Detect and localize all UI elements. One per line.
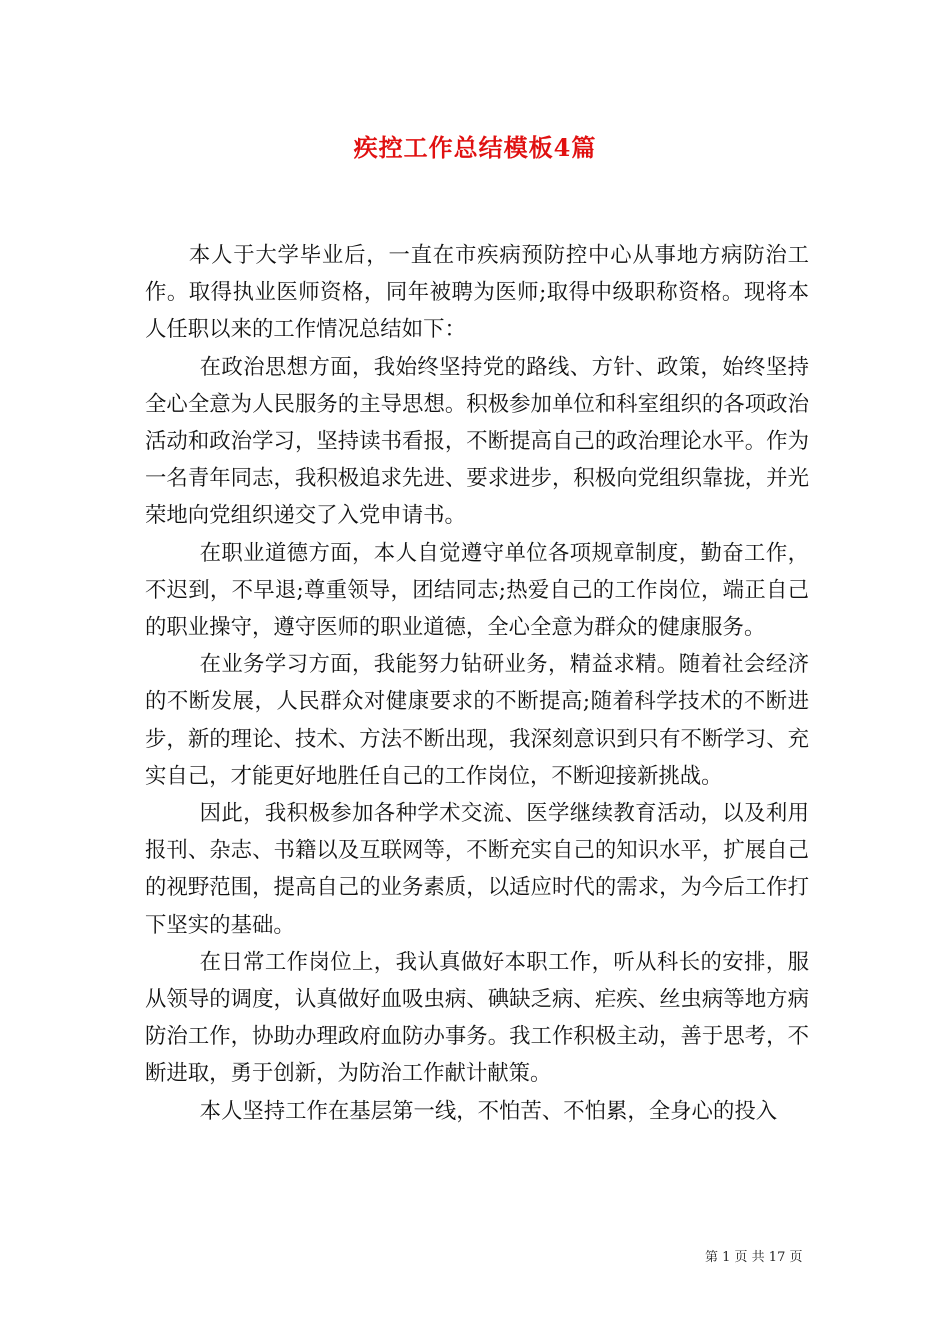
paragraph-ethics: 在职业道德方面，本人自觉遵守单位各项规章制度，勤奋工作，不迟到，不早退;尊重领导，团结同志;热爱自己的工作岗位，端正自己的职业操守，遵守医师的职业道德，全心全意为群众的健康服务。 [145,540,809,641]
document-body [145,237,809,1130]
paragraph-study: 在业务学习方面，我能努力钻研业务，精益求精。随着社会经济的不断发展，人民群众对健康要求的不断提高;随着科学技术的不断进步，新的理论、技术、方法不断出现，我深刻意识到只有不断学习、充实自己，才能更好地胜任自己的工作岗位，不断迎接新挑战。 [145,652,809,789]
page-number: 第 1 页 共 17 页 [705,1250,803,1265]
document-title: 疾控工作总结模板4篇 [353,133,597,162]
paragraph-intro: 本人于大学毕业后，一直在市疾病预防控中心从事地方病防治工作。取得执业医师资格，同年被聘为医师;取得中级职称资格。现将本人任职以来的工作情况总结如下： [145,243,809,343]
paragraph-daily-work: 在日常工作岗位上，我认真做好本职工作，听从科长的安排，服从领导的调度，认真做好血吸虫病、碘缺乏病、疟疾、丝虫病等地方病防治工作，协助办理政府血防办事务。我工作积极主动，善于思考，不断进取，勇于创新，为防治工作献计献策。 [145,949,809,1087]
paragraph-frontline: 本人坚持工作在基层第一线，不怕苦、不怕累，全身心的投入 [199,1098,778,1124]
paragraph-political: 在政治思想方面，我始终坚持党的路线、方针、政策，始终坚持全心全意为人民服务的主导思想。积极参加单位和科室组织的各项政治活动和政治学习，坚持读书看报，不断提高自己的政治理论水平。作为一名青年同志，我积极追求先进、要求进步，积极向党组织靠拢，并光荣地向党组织递交了入党申请书。 [145,354,809,529]
paragraph-learning: 因此，我积极参加各种学术交流、医学继续教育活动，以及利用报刊、杂志、书籍以及互联网等，不断充实自己的知识水平，扩展自己的视野范围，提高自己的业务素质，以适应时代的需求，为今后工作打下坚实的基础。 [145,801,809,938]
